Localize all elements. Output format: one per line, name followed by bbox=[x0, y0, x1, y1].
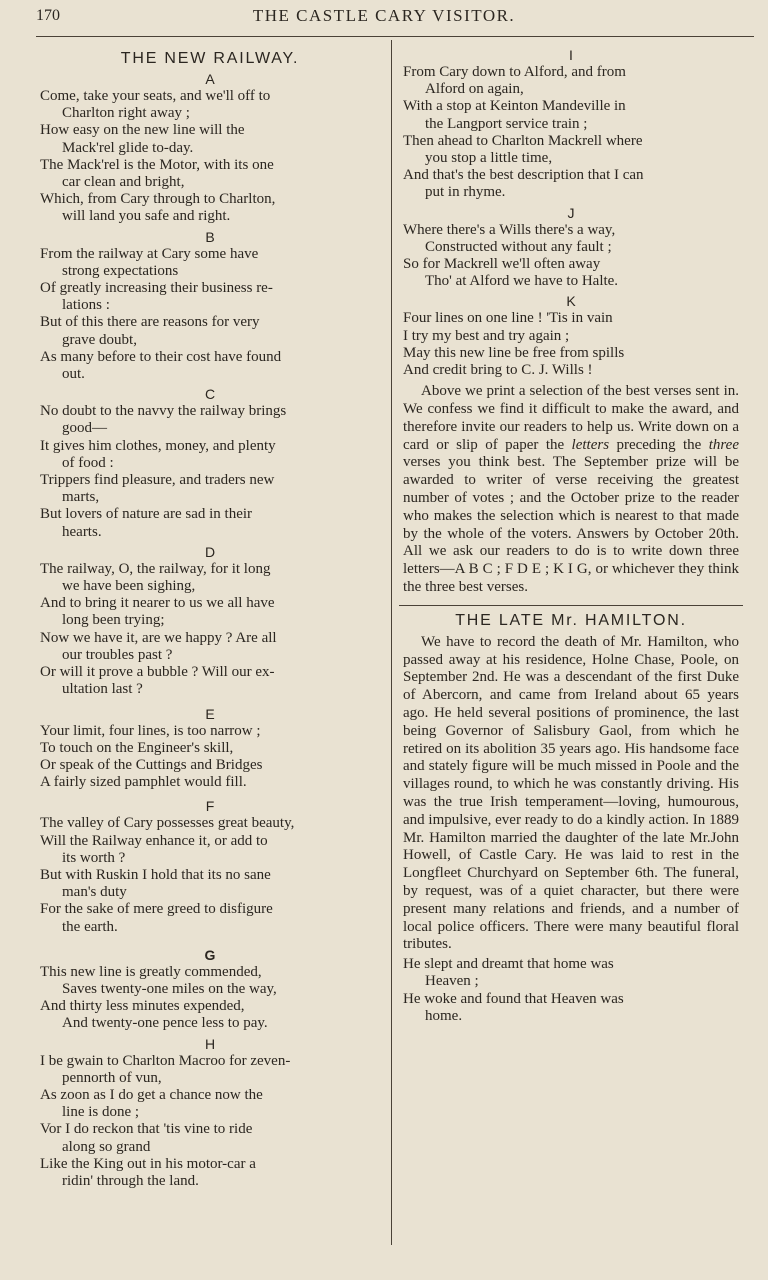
verse-label: H bbox=[204, 1035, 216, 1052]
competition-notice: Above we print a selection of the best verses sent in. We confess we find it difficult to make the award, and therefore invite our readers to help us. Write down on a card or slip of paper the letters preceding the three verses you think best. The September prize will be awarded to writer of verse receiving the greatest number of votes ; and the October prize to the reader who makes the selection which is nearest to that made by the whole of the voters. Answers by October 20th. All we ask our readers to do is to write down three letters—A B C ; F D E ; K I G, or whichever they think the three best verses. bbox=[403, 383, 739, 596]
verse-line: From Cary down to Alford, and from bbox=[403, 64, 626, 80]
verse-line: But lovers of nature are sad in their bbox=[40, 506, 253, 523]
verse-line: strong expectations bbox=[62, 262, 179, 279]
verse-label: I bbox=[569, 47, 573, 63]
verse-line: along so grand bbox=[62, 1138, 151, 1155]
verse-line: As many before to their cost have found bbox=[40, 348, 282, 365]
verse-line: of food : bbox=[62, 454, 114, 471]
verse-line: And twenty-one pence less to pay. bbox=[62, 1015, 268, 1032]
verse-line: I try my best and try again ; bbox=[403, 327, 570, 344]
verse-line: Mack'rel glide to-day. bbox=[62, 139, 194, 156]
column-divider bbox=[391, 40, 392, 1245]
verse-line: Which, from Cary through to Charlton, bbox=[40, 191, 276, 208]
obituary-body: We have to record the death of Mr. Hamilton, who passed away at his residence, Holne Chase, Poole, on September 2nd. He was a descendant of the first Duke of Abercorn, and came from Ireland about 65 years ago. He held several positions of prominence, the last being Governor of Salisbury Gaol, from which he retired on its abolition 35 years ago. His handsome face and stately figure will be much missed in Poole and the villages round, to which he was constantly driving. His was the true Irish temperament—loving, humourous, and impulsive, ever ready to do a kindly action. In 1889 Mr. Hamilton married the daughter of the late Mr.John Howell, of Castle Cary. He was laid to rest in the Longfleet Churchyard on September 6th. The funeral, by request, was of a quiet character, but there were present many relations and friends, and a number of local police officers. There were many beautiful floral tributes. bbox=[403, 633, 739, 953]
verse-line: we have been sighing, bbox=[62, 578, 196, 595]
verse-line: No doubt to the navvy the railway brings bbox=[40, 403, 287, 420]
verse-list-right bbox=[403, 46, 739, 379]
verse-line: put in rhyme. bbox=[425, 184, 506, 201]
verse-line: Charlton right away ; bbox=[62, 105, 190, 122]
verse-line: How easy on the new line will the bbox=[40, 122, 245, 139]
verse-line: And credit bring to C. J. Wills ! bbox=[403, 362, 593, 379]
verse-line: pennorth of vun, bbox=[62, 1069, 162, 1086]
verse-line: its worth ? bbox=[62, 849, 126, 866]
closing-line: He woke and found that Heaven was bbox=[403, 990, 624, 1007]
verse-line: Saves twenty-one miles on the way, bbox=[62, 980, 277, 997]
verse-line: I be gwain to Charlton Macroo for zeven- bbox=[40, 1052, 291, 1069]
page-header bbox=[0, 0, 768, 34]
verse-line: Or speak of the Cuttings and Bridges bbox=[40, 756, 263, 773]
verse-line: grave doubt, bbox=[62, 331, 137, 348]
verse-line: So for Mackrell we'll often away bbox=[403, 256, 601, 273]
verse-line: out. bbox=[62, 366, 85, 383]
verse-line: As zoon as I do get a chance now the bbox=[40, 1086, 263, 1103]
verse-line: From the railway at Cary some have bbox=[40, 245, 259, 262]
verse-line: good— bbox=[62, 420, 107, 437]
verse-line: And that's the best description that I can bbox=[403, 167, 644, 184]
verse-line: the Langport service train ; bbox=[425, 115, 588, 132]
verse-line: May this new line be free from spills bbox=[403, 344, 625, 361]
section-divider bbox=[399, 605, 743, 606]
verse-g bbox=[40, 946, 380, 1033]
verse-line: And thirty less minutes expended, bbox=[40, 998, 245, 1015]
verse-line: This new line is greatly commended, bbox=[40, 963, 262, 980]
verse-line: A fairly sized pamphlet would fill. bbox=[40, 774, 247, 791]
verse-line: Will the Railway enhance it, or add to bbox=[40, 832, 268, 849]
verse-line: our troubles past ? bbox=[62, 646, 173, 663]
verse-line: To touch on the Engineer's skill, bbox=[40, 739, 234, 756]
verse-line: Like the King out in his motor-car a bbox=[40, 1155, 256, 1172]
verse-line: Four lines on one line ! 'Tis in vain bbox=[403, 310, 613, 327]
left-column bbox=[40, 46, 380, 1192]
verse-line: the earth. bbox=[62, 918, 118, 935]
verse-i bbox=[403, 46, 739, 202]
verse-line: will land you safe and right. bbox=[62, 208, 231, 225]
verse-line: It gives him clothes, money, and plenty bbox=[40, 437, 276, 454]
closing-line: home. bbox=[425, 1007, 463, 1024]
verse-line: Come, take your seats, and we'll off to bbox=[40, 88, 271, 104]
verse-line: you stop a little time, bbox=[425, 150, 553, 167]
verse-list-left bbox=[40, 70, 380, 1190]
verse-a bbox=[40, 70, 380, 226]
verse-b bbox=[40, 228, 380, 384]
verse-f bbox=[40, 797, 380, 935]
verse-line: line is done ; bbox=[62, 1104, 140, 1121]
verse-line: But with Ruskin I hold that its no sane bbox=[40, 866, 271, 883]
verse-label: F bbox=[205, 798, 215, 815]
verse-line: Alford on again, bbox=[425, 81, 524, 98]
verse-line: Of greatly increasing their business re- bbox=[40, 280, 273, 297]
running-title: THE CASTLE CARY VISITOR. bbox=[252, 6, 516, 25]
verse-line: But of this there are reasons for very bbox=[40, 314, 260, 331]
verse-label: C bbox=[204, 386, 216, 403]
verse-label: E bbox=[205, 705, 215, 722]
verse-label: A bbox=[205, 71, 215, 87]
verse-line: ridin' through the land. bbox=[62, 1172, 199, 1189]
article-title-new-railway: THE NEW RAILWAY. bbox=[120, 50, 300, 67]
verse-line: Trippers find pleasure, and traders new bbox=[40, 472, 275, 489]
verse-line: For the sake of mere greed to disfigure bbox=[40, 901, 273, 918]
closing-line: He slept and dreamt that home was bbox=[403, 956, 614, 973]
verse-d bbox=[40, 543, 380, 699]
article-title-obituary: THE LATE Mr. HAMILTON. bbox=[455, 611, 687, 629]
verse-line: Now we have it, are we happy ? Are all bbox=[40, 629, 277, 646]
verse-label: K bbox=[566, 293, 576, 310]
verse-line: With a stop at Keinton Mandeville in bbox=[403, 98, 626, 115]
verse-line: Then ahead to Charlton Mackrell where bbox=[403, 132, 643, 149]
verse-line: The Mack'rel is the Motor, with its one bbox=[40, 156, 274, 173]
verse-label: J bbox=[567, 204, 575, 221]
verse-k bbox=[403, 292, 739, 379]
right-column bbox=[403, 46, 739, 1025]
verse-label: B bbox=[205, 228, 215, 245]
verse-h bbox=[40, 1035, 380, 1191]
verse-line: Where there's a Wills there's a way, bbox=[403, 221, 616, 238]
verse-line: ultation last ? bbox=[62, 681, 143, 698]
verse-line: Or will it prove a bubble ? Will our ex- bbox=[40, 664, 275, 681]
verse-line: long been trying; bbox=[62, 612, 165, 629]
verse-line: marts, bbox=[62, 489, 100, 506]
page-number: 170 bbox=[36, 7, 60, 24]
verse-line: The valley of Cary possesses great beauty, bbox=[40, 815, 295, 832]
closing-line: Heaven ; bbox=[425, 973, 479, 990]
verse-line: Vor I do reckon that 'tis vine to ride bbox=[40, 1121, 253, 1138]
header-rule bbox=[36, 36, 754, 37]
obituary-closing-verse bbox=[403, 956, 739, 1025]
verse-j bbox=[403, 204, 739, 291]
verse-line: car clean and bright, bbox=[62, 174, 185, 191]
verse-line: lations : bbox=[62, 297, 110, 314]
verse-label: G bbox=[204, 946, 216, 963]
verse-line: Constructed without any fault ; bbox=[425, 238, 612, 255]
verse-line: hearts. bbox=[62, 523, 102, 540]
verse-line: man's duty bbox=[62, 884, 127, 901]
verse-line: The railway, O, the railway, for it long bbox=[40, 560, 271, 577]
verse-c bbox=[40, 385, 380, 541]
verse-line: And to bring it nearer to us we all have bbox=[40, 595, 275, 612]
verse-line: Tho' at Alford we have to Halte. bbox=[425, 273, 619, 290]
verse-line: Your limit, four lines, is too narrow ; bbox=[40, 722, 261, 739]
verse-e bbox=[40, 705, 380, 792]
verse-label: D bbox=[204, 543, 216, 560]
